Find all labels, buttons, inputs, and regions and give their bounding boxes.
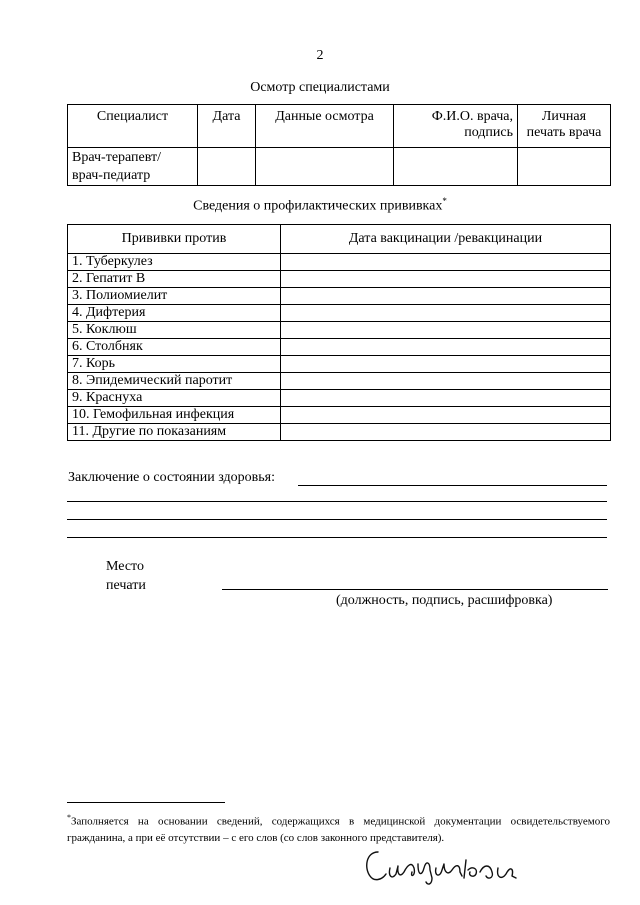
table-row — [68, 339, 611, 356]
header-vaccine: Прививки против — [68, 225, 281, 254]
table-row — [68, 148, 611, 186]
table-row — [68, 407, 611, 424]
specialists-title: Осмотр специалистами — [250, 80, 390, 95]
vaccination-date-cell[interactable] — [281, 305, 611, 322]
header-vaccination-date: Дата вакцинации /ревакцинации — [281, 225, 611, 254]
table-row — [68, 271, 611, 288]
vaccine-name: 10. Гемофильная инфекция — [68, 407, 281, 424]
cell-specialist: Врач-терапевт/ врач-педиатр — [68, 148, 198, 186]
cell-doctor-stamp[interactable] — [518, 148, 611, 186]
cell-exam-data[interactable] — [256, 148, 394, 186]
table-row — [68, 305, 611, 322]
vaccination-date-cell[interactable] — [281, 407, 611, 424]
table-row — [68, 356, 611, 373]
conclusion-line-1[interactable] — [298, 485, 607, 486]
footnote-text: Заполняется на основании сведений, содержащихся в медицинской документации освидетельствуемого гражданина, а при её отсутствии – с его слов (со слов законного представителя). — [67, 815, 610, 844]
cell-doctor-name[interactable] — [394, 148, 518, 186]
header-doctor-stamp: Личная печать врача — [518, 105, 611, 148]
table-row — [68, 254, 611, 271]
vaccination-date-cell[interactable] — [281, 254, 611, 271]
cell-date[interactable] — [198, 148, 256, 186]
header-doctor-name: Ф.И.О. врача, подпись — [394, 105, 518, 148]
vaccination-date-cell[interactable] — [281, 339, 611, 356]
vaccine-name: 5. Коклюш — [68, 322, 281, 339]
vaccinations-title — [0, 196, 640, 215]
table-row — [68, 390, 611, 407]
signature-caption: (должность, подпись, расшифровка) — [336, 593, 553, 608]
vaccine-name: 4. Дифтерия — [68, 305, 281, 322]
stamp-place — [106, 557, 146, 595]
header-date: Дата — [198, 105, 256, 148]
vaccination-date-cell[interactable] — [281, 424, 611, 441]
stamp-label-line1: Место — [106, 559, 144, 574]
stamp-label-line2: печати — [106, 578, 146, 593]
vaccination-date-cell[interactable] — [281, 271, 611, 288]
vaccine-name: 8. Эпидемический паротит — [68, 373, 281, 390]
vaccination-date-cell[interactable] — [281, 322, 611, 339]
conclusion-line-2[interactable] — [67, 501, 607, 502]
vaccine-name: 11. Другие по показаниям — [68, 424, 281, 441]
signature-line[interactable] — [222, 589, 608, 590]
conclusion-line-4[interactable] — [67, 537, 607, 538]
vaccinations-title-text: Сведения о профилактических прививках — [193, 198, 443, 214]
conclusion-line-3[interactable] — [67, 519, 607, 520]
vaccination-date-cell[interactable] — [281, 356, 611, 373]
vaccination-date-cell[interactable] — [281, 288, 611, 305]
page-number: 2 — [316, 48, 324, 63]
vaccine-name: 1. Туберкулез — [68, 254, 281, 271]
vaccination-date-cell[interactable] — [281, 390, 611, 407]
table-row — [68, 424, 611, 441]
specialists-header-row — [68, 105, 611, 148]
footnote-mark: * — [442, 196, 447, 206]
vaccine-name: 2. Гепатит В — [68, 271, 281, 288]
conclusion-label: Заключение о состоянии здоровья: — [68, 470, 275, 485]
footnote-divider — [67, 802, 225, 803]
table-row — [68, 373, 611, 390]
table-row — [68, 322, 611, 339]
vaccine-name: 6. Столбняк — [68, 339, 281, 356]
vaccinations-header-row — [68, 225, 611, 254]
vaccine-name: 3. Полиомиелит — [68, 288, 281, 305]
vaccine-name: 7. Корь — [68, 356, 281, 373]
vaccine-name: 9. Краснуха — [68, 390, 281, 407]
vaccinations-table — [67, 224, 611, 441]
vaccination-date-cell[interactable] — [281, 373, 611, 390]
table-row — [68, 288, 611, 305]
header-specialist: Специалист — [68, 105, 198, 148]
header-exam-data: Данные осмотра — [256, 105, 394, 148]
handwritten-signature — [360, 838, 530, 888]
specialists-table — [67, 104, 611, 186]
footnote-mark: * — [67, 813, 71, 822]
